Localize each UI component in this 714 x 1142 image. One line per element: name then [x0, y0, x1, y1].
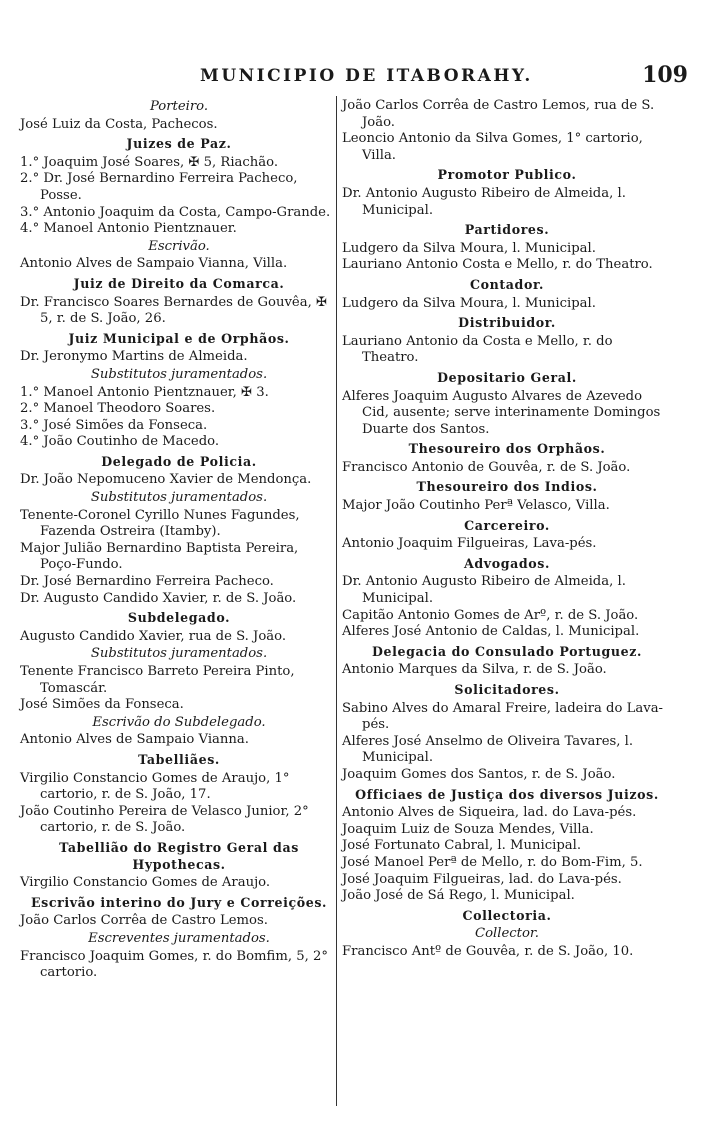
running-title: MUNICIPIO DE ITABORAHY. [200, 66, 533, 86]
directory-entry: José Joaquim Filgueiras, lad. do Lava-pés. [342, 871, 622, 887]
section-heading: Officiaes de Justiça dos diversos Juizos. [355, 786, 659, 802]
subheading: Substitutos juramentados. [90, 366, 268, 382]
section-heading: Delegado de Policia. [101, 453, 257, 469]
subheading: Escreventes juramentados. [88, 930, 270, 946]
directory-entry: Alferes José Antonio de Caldas, l. Municipal. [342, 624, 640, 640]
directory-entry: Antonio Alves de Sampaio Vianna. [20, 732, 249, 748]
subheading: Escrivão. [148, 238, 210, 254]
directory-entry: 1.° Manoel Antonio Pientznauer, ✠ 3. [20, 384, 269, 400]
subheading: Substitutos juramentados. [90, 490, 268, 506]
directory-entry: Dr. Augusto Candido Xavier, r. de S. João. [20, 590, 297, 606]
directory-entry: Alferes Joaquim Augusto Alvares de Azevedo Cid, ausente; serve interinamente Domingos Duarte dos Santos. [342, 388, 661, 437]
directory-entry: Augusto Candido Xavier, rua de S. João. [20, 628, 287, 644]
directory-entry: Antonio Marques da Silva, r. de S. João. [342, 662, 607, 678]
directory-entry: Ludgero da Silva Moura, l. Municipal. [342, 295, 596, 311]
page-number: 109 [642, 62, 688, 88]
directory-entry: 3.° Antonio Joaquim da Costa, Campo-Grande. [20, 204, 331, 220]
section-heading: Contador. [469, 276, 545, 292]
section-heading: Thesoureiro dos Indios. [416, 479, 598, 495]
directory-entry: Alferes José Anselmo de Oliveira Tavares, l. Municipal. [342, 733, 634, 766]
directory-entry: Dr. Antonio Augusto Ribeiro de Almeida, l. Municipal. [342, 574, 626, 607]
directory-entry: Francisco Joaquim Gomes, r. do Bomfim, 5, 2° cartorio. [20, 948, 328, 981]
directory-entry: Antonio Joaquim Filgueiras, Lava-pés. [342, 536, 597, 552]
directory-entry: João Carlos Corrêa de Castro Lemos, rua de S. João. [342, 98, 655, 130]
directory-entry: 1.° Joaquim José Soares, ✠ 5, Riachão. [20, 154, 279, 170]
directory-entry: Francisco Antº de Gouvêa, r. de S. João, 10. [342, 943, 634, 959]
directory-entry: José Fortunato Cabral, l. Municipal. [342, 838, 582, 854]
section-heading: Depositario Geral. [437, 369, 577, 385]
section-heading: Carcereiro. [464, 517, 550, 533]
section-heading: Tabelliães. [138, 751, 220, 767]
directory-entry: Francisco Antonio de Gouvêa, r. de S. João. [342, 459, 631, 475]
directory-entry: Dr. Jeronymo Martins de Almeida. [20, 349, 248, 365]
directory-entry: José Luiz da Costa, Pachecos. [20, 116, 218, 132]
directory-entry: 3.° José Simões da Fonseca. [20, 417, 208, 433]
page-header [22, 62, 698, 92]
directory-entry: Sabino Alves do Amaral Freire, ladeira do Lava-pés. [342, 700, 664, 733]
section-heading: Tabellião do Registro Geral das Hypothecas. [59, 839, 299, 872]
section-heading: Distribuidor. [458, 315, 556, 331]
directory-entry: Major João Coutinho Perª Velasco, Villa. [342, 498, 610, 514]
directory-entry: Dr. José Bernardino Ferreira Pacheco. [20, 574, 274, 590]
subheading: Porteiro. [149, 99, 209, 114]
section-heading: Juiz de Direito da Comarca. [73, 275, 285, 291]
directory-entry: João Carlos Corrêa de Castro Lemos. [20, 913, 268, 929]
section-heading: Juiz Municipal e de Orphãos. [68, 330, 290, 346]
directory-entry: 2.° Manoel Theodoro Soares. [20, 401, 216, 417]
directory-entry: Antonio Alves de Siqueira, lad. do Lava-pés. [342, 805, 637, 821]
left-column [20, 98, 338, 982]
directory-entry: Dr. João Nepomuceno Xavier de Mendonça. [20, 472, 312, 488]
subheading: Substitutos juramentados. [90, 646, 268, 662]
directory-entry: Ludgero da Silva Moura, l. Municipal. [342, 240, 596, 256]
directory-entry: 4.° Manoel Antonio Pientznauer. [20, 221, 237, 237]
directory-entry: João Coutinho Pereira de Velasco Junior, 2° cartorio, r. de S. João. [20, 803, 309, 836]
directory-entry: Lauriano Antonio da Costa e Mello, r. do Theatro. [342, 333, 613, 366]
subheading: Collector. [475, 926, 539, 942]
section-heading: Advogados. [464, 555, 550, 571]
directory-entry: Antonio Alves de Sampaio Vianna, Villa. [20, 256, 288, 272]
directory-entry: Dr. Antonio Augusto Ribeiro de Almeida, l. Municipal. [342, 185, 626, 218]
section-heading: Solicitadores. [454, 682, 560, 697]
section-heading: Thesoureiro dos Orphãos. [408, 441, 606, 457]
section-heading: Juizes de Paz. [126, 136, 232, 152]
directory-entry: Joaquim Luiz de Souza Mendes, Villa. [342, 821, 594, 837]
directory-entry: José Simões da Fonseca. [20, 697, 184, 713]
directory-entry: Virgilio Constancio Gomes de Araujo, 1° cartorio, r. de S. João, 17. [20, 770, 290, 803]
section-heading: Escrivão interino do Jury e Correições. [30, 894, 328, 910]
section-heading: Partidores. [464, 222, 550, 238]
section-heading: Collectoria. [462, 907, 552, 923]
subheading: Escrivão do Subdelegado. [92, 714, 266, 730]
section-heading: Promotor Publico. [437, 167, 577, 183]
directory-entry: Tenente-Coronel Cyrillo Nunes Fagundes, Fazenda Ostreira (Itamby). [20, 507, 300, 540]
directory-entry: João José de Sá Rego, l. Municipal. [342, 888, 575, 904]
directory-entry: Tenente Francisco Barreto Pereira Pinto, Tomascár. [20, 664, 295, 696]
directory-entry: José Manoel Perª de Mello, r. do Bom-Fim, 5. [342, 854, 643, 870]
directory-entry: Virgilio Constancio Gomes de Araujo. [20, 875, 271, 891]
directory-entry: 4.° João Coutinho de Macedo. [20, 434, 220, 450]
directory-entry: Major Julião Bernardino Baptista Pereira, Poço-Fundo. [20, 540, 299, 573]
right-column [342, 98, 672, 961]
section-heading: Subdelegado. [127, 610, 231, 626]
directory-entry: Leoncio Antonio da Silva Gomes, 1° cartorio, Villa. [342, 131, 643, 163]
directory-entry: Joaquim Gomes dos Santos, r. de S. João. [342, 766, 616, 782]
directory-entry: Lauriano Antonio Costa e Mello, r. do Theatro. [342, 257, 653, 273]
directory-entry: 2.° Dr. José Bernardino Ferreira Pacheco, Posse. [20, 171, 298, 203]
directory-entry: Capitão Antonio Gomes de Arº, r. de S. João. [342, 607, 639, 623]
directory-entry: Dr. Francisco Soares Bernardes de Gouvêa, ✠ 5, r. de S. João, 26. [20, 294, 328, 327]
section-heading: Delegacia do Consulado Portuguez. [371, 643, 643, 659]
